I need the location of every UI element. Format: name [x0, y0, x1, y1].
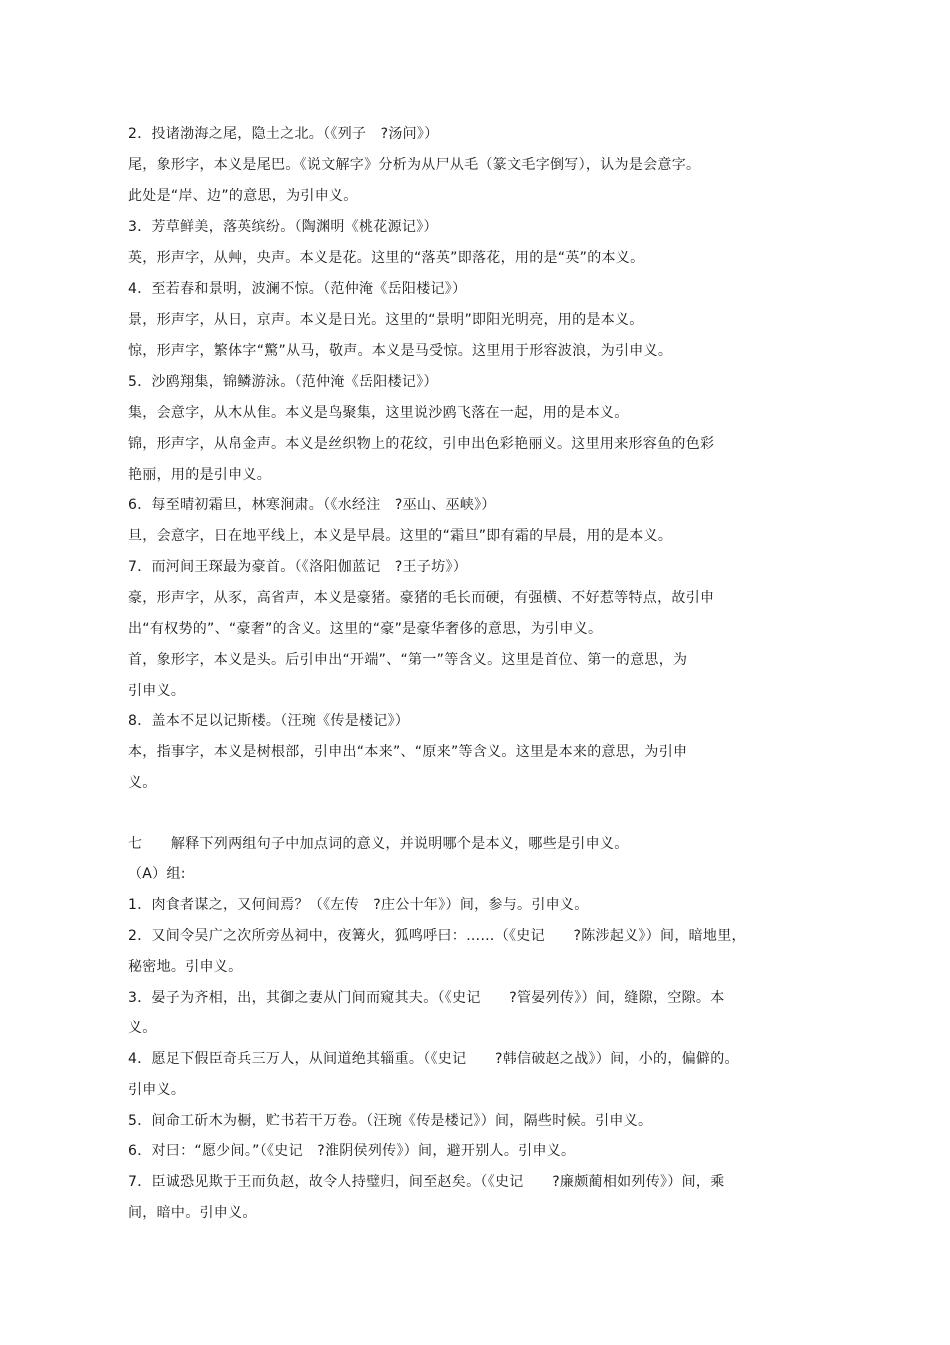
text-line: 4．至若春和景明，波澜不惊。（范仲淹《岳阳楼记》）: [128, 281, 467, 297]
text-line: 此处是“岸、边”的意思，为引申义。: [128, 188, 358, 204]
text-line: 2．投诸渤海之尾，隐土之北。（《列子 ?汤问》）: [128, 126, 439, 142]
text-line: 6．每至晴初霜旦，林寒涧肃。（《水经注 ?巫山、巫峡》）: [128, 497, 496, 513]
text-line: 3．晏子为齐相，出，其御之妻从门间而窥其夫。（《史记 ?管晏列传》）间，缝隙，空隙。本: [128, 990, 725, 1006]
section-heading: 七 解释下列两组句子中加点词的意义，并说明哪个是本义，哪些是引申义。: [128, 836, 629, 852]
text-line: 义。: [128, 1020, 157, 1036]
text-line: 本，指事字，本义是树根部，引申出“本来”、“原来”等含义。这里是本来的意思，为引申: [128, 744, 688, 760]
text-line: 首，象形字，本义是头。后引申出“开端”、“第一”等含义。这里是首位、第一的意思，为: [128, 652, 688, 668]
text-line: 景，形声字，从日，京声。本义是日光。这里的“景明”即阳光明亮，用的是本义。: [128, 312, 644, 328]
text-line: 3．芳草鲜美，落英缤纷。（陶渊明《桃花源记》）: [128, 219, 438, 235]
text-line: 惊，形声字，繁体字“驚”从马，敬声。本义是马受惊。这里用于形容波浪，为引申义。: [128, 343, 673, 359]
text-line: 4．愿足下假臣奇兵三万人，从间道绝其辎重。（《史记 ?韩信破赵之战》）间，小的，偏僻的。: [128, 1051, 739, 1067]
text-line: 英，形声字，从艸，央声。本义是花。这里的“落英”即落花，用的是“英”的本义。: [128, 250, 645, 266]
text-line: 7．臣诚恐见欺于王而负赵，故令人持璧归，间至赵矣。（《史记 ?廉颇蔺相如列传》）间，乘: [128, 1174, 725, 1190]
text-line: 7．而河间王琛最为豪首。（《洛阳伽蓝记 ?王子坊》）: [128, 559, 468, 575]
text-line: 豪，形声字，从豕，高省声，本义是豪猪。豪猪的毛长而硬，有强横、不好惹等特点，故引申: [128, 590, 715, 606]
text-line: 秘密地。引申义。: [128, 959, 243, 975]
text-line: 2．又间令吴广之次所旁丛祠中，夜篝火，狐鸣呼曰：……（《史记 ?陈涉起义》）间，暗地里，: [128, 928, 746, 944]
text-line: 引申义。: [128, 1082, 186, 1098]
text-line: 5．沙鸥翔集，锦鳞游泳。（范仲淹《岳阳楼记》）: [128, 374, 438, 390]
text-line: 艳丽，用的是引申义。: [128, 467, 271, 483]
text-line: 8．盖本不足以记斯楼。（汪琬《传是楼记》）: [128, 713, 410, 729]
text-line: 1．肉食者谋之，又何间焉？（《左传 ?庄公十年》）间，参与。引申义。: [128, 897, 589, 913]
text-line: 间，暗中。引申义。: [128, 1205, 257, 1221]
text-line: 5．间命工斫木为橱，贮书若干万卷。（汪琬《传是楼记》）间，隔些时候。引申义。: [128, 1113, 653, 1129]
text-line: 义。: [128, 775, 157, 791]
text-line: 引申义。: [128, 683, 186, 699]
text-line: 出“有权势的”、“豪奢”的含义。这里的“豪”是豪华奢侈的意思，为引申义。: [128, 621, 603, 637]
text-line: 集，会意字，从木从隹。本义是鸟聚集，这里说沙鸥飞落在一起，用的是本义。: [128, 405, 629, 421]
text-line: 6．对曰：“愿少间。”（《史记 ?淮阴侯列传》）间，避开别人。引申义。: [128, 1143, 576, 1159]
text-line: 尾，象形字，本义是尾巴。《说文解字》分析为从尸从毛（篆文毛字倒写），认为是会意字。: [128, 157, 701, 173]
group-label: （A）组:: [128, 866, 186, 882]
text-line: 锦，形声字，从帛金声。本义是丝织物上的花纹，引申出色彩艳丽义。这里用来形容鱼的色彩: [128, 436, 715, 452]
text-line: 旦，会意字，日在地平线上，本义是早晨。这里的“霜旦”即有霜的早晨，用的是本义。: [128, 528, 673, 544]
